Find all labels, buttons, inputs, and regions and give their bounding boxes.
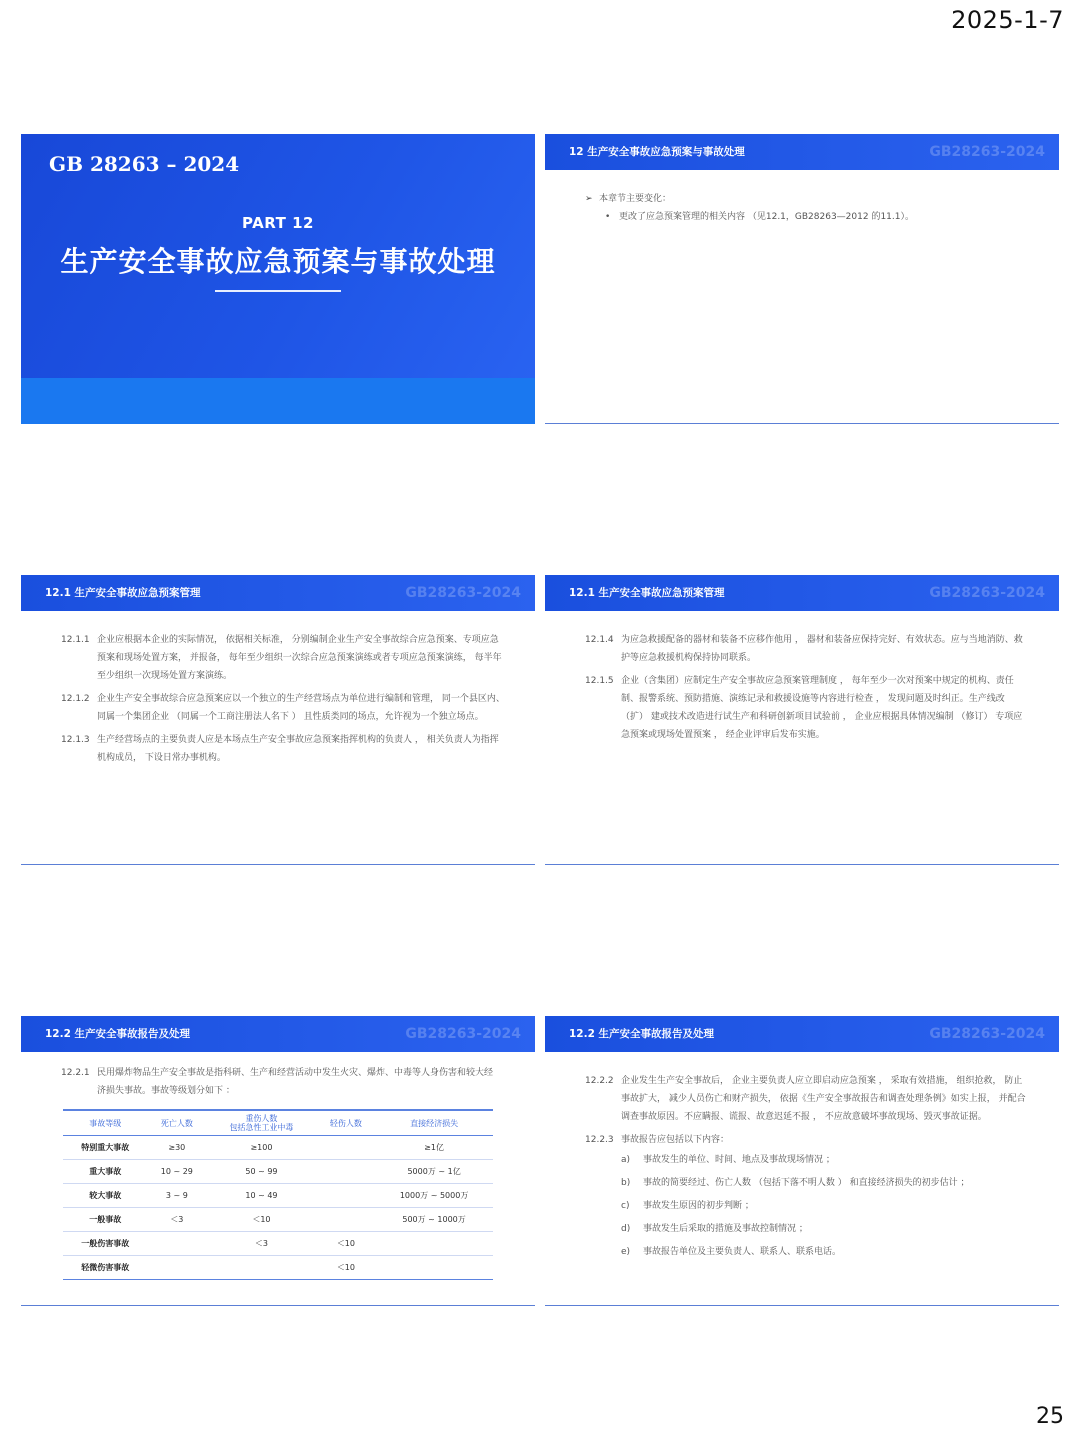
slide-chapter-changes	[545, 134, 1059, 424]
page-number: 25	[1036, 1404, 1064, 1429]
arrow-bullet-icon: ➢	[585, 194, 593, 204]
slide-accident-levels	[21, 1016, 535, 1306]
slide-header	[21, 1016, 535, 1052]
slide-header-code: GB28263-2024	[405, 1026, 521, 1042]
slide-header-code: GB28263-2024	[405, 585, 521, 601]
clause: 12.2.1 民用爆炸物品生产安全事故是指科研、生产和经营活动中发生火灾、爆炸、中毒等人身伤害和较大经济损失事故。事故等级划分如下 ：	[61, 1068, 494, 1096]
table-header-cell: 重伤人数 包括急性工业中毒	[206, 1110, 316, 1136]
cover-bottom-band	[21, 378, 535, 424]
slide-header-code: GB28263-2024	[929, 1026, 1045, 1042]
clause: 12.1.3 生产经营场点的主要负责人应是本场点生产安全事故应急预案指挥机构的负责人 ， 相关负责人为指挥机构成员， 下设日常办事机构。	[61, 735, 499, 763]
slide-header-title: 12 生产安全事故应急预案与事故处理	[569, 146, 745, 158]
slide-accident-report	[545, 1016, 1059, 1306]
table-row: 特别重大事故 ≥30 ≥100 ≥1亿	[63, 1136, 493, 1160]
table-row: 轻微伤害事故 ＜10	[63, 1256, 493, 1280]
slide-bottom-rule	[545, 1305, 1059, 1306]
slide-emergency-plan-1	[21, 575, 535, 865]
dot-bullet-icon: •	[605, 212, 611, 222]
cover-title: 生产安全事故应急预案与事故处理	[60, 245, 496, 278]
table-row: 一般伤害事故 ＜3 ＜10	[63, 1232, 493, 1256]
clause: 12.1.1 企业应根据本企业的实际情况， 依据相关标准， 分别编制企业生产安全事故综合应急预案、专项应急预案和现场处置方案， 并报备， 每年至少组织一次综合应急预案演练或者专项应急预案演练， 每半年至少组织一次现场处置方案演练。	[61, 635, 502, 681]
slide-header-title: 12.1 生产安全事故应急预案管理	[569, 587, 725, 599]
table-header-cell: 死亡人数	[147, 1110, 206, 1136]
list-item: b) 事故的简要经过、伤亡人数 （包括下落不明人数 ） 和直接经济损失的初步估计 ；	[621, 1178, 970, 1188]
slide-bottom-rule	[21, 864, 535, 865]
slide-header-code: GB28263-2024	[929, 585, 1045, 601]
changes-list	[585, 190, 1035, 226]
slide-bottom-rule	[545, 423, 1059, 424]
clauses	[585, 631, 1029, 749]
slide-bottom-rule	[21, 1305, 535, 1306]
clauses	[61, 631, 505, 772]
table-header-cell: 事故等级	[63, 1110, 147, 1136]
list-item: a) 事故发生的单位、时间、地点及事故现场情况 ；	[621, 1155, 835, 1165]
table-row: 重大事故 10 ~ 29 50 ~ 99 5000万 ~ 1亿	[63, 1160, 493, 1184]
clause: 12.1.4 为应急救援配备的器材和装备不应移作他用 ， 器材和装备应保持完好、有效状态。应与当地消防、救护等应急救援机构保持协同联系。	[585, 635, 1023, 663]
table-header-cell: 直接经济损失	[375, 1110, 493, 1136]
changes-heading: 本章节主要变化：	[599, 194, 672, 204]
slide-header-title: 12.2 生产安全事故报告及处理	[569, 1028, 715, 1040]
accident-level-table	[63, 1109, 493, 1280]
cover-slide	[21, 134, 535, 424]
slide-header	[545, 134, 1059, 170]
table-header-row	[63, 1110, 493, 1136]
clauses: 12.2.2 企业发生生产安全事故后， 企业主要负责人应立即启动应急预案 ， 采取有效措施， 组织抢救， 防止事故扩大， 减少人员伤亡和财产损失， 依据《生产安全事故报告和调查处理条例》如实上报， 并配合调查事故原因。不应瞒报、谎报、故意迟延不报 ， 不应故意破坏事故现场、毁灭事故证据。 12.2.3 事故报告应包括以下内容： a) 事故发生的单位、时间、地点及事故现场情况 ； b) 事故的简要经过、伤亡人数 （包括下落不明人数 ） 和直接经济损失的初步估计 ； c) 事故发生原因的初步判断 ； d) 事故发生后采取的措施及事故控制情况 ； e) 事故报告单位及主要负责人、联系人、联系电话。	[585, 1072, 1029, 1261]
list-item: e) 事故报告单位及主要负责人、联系人、联系电话。	[621, 1247, 842, 1257]
table-header-cell: 轻伤人数	[317, 1110, 375, 1136]
cover-part-label: PART 12	[242, 214, 314, 232]
cover-standard-code: GB 28263 – 2024	[49, 152, 240, 176]
slide-header	[21, 575, 535, 611]
slide-header	[545, 575, 1059, 611]
slide-emergency-plan-2	[545, 575, 1059, 865]
slide-bottom-rule	[545, 864, 1059, 865]
table-row: 一般事故 ＜3 ＜10 500万 ~ 1000万	[63, 1208, 493, 1232]
slide-header-title: 12.1 生产安全事故应急预案管理	[45, 587, 201, 599]
list-item: d) 事故发生后采取的措施及事故控制情况 ；	[621, 1224, 808, 1234]
changes-item: 更改了应急预案管理的相关内容 （见12.1，GB28263—2012 的11.1）。	[619, 212, 914, 222]
slide-header-code: GB28263-2024	[929, 144, 1045, 160]
slide-header	[545, 1016, 1059, 1052]
list-item: c) 事故发生原因的初步判断 ；	[621, 1201, 754, 1211]
clause: 12.1.2 企业生产安全事故综合应急预案应以一个独立的生产经营场点为单位进行编制和管理， 同一个县区内、同属一个集团企业 （同属一个工商注册法人名下 ） 且性质类同的场点，允许视为一个独立场点。	[61, 694, 505, 722]
clause: 12.1.5 企业（含集团）应制定生产安全事故应急预案管理制度 ， 每年至少一次对预案中规定的机构、责任制、报警系统、预防措施、演练记录和救援设施等内容进行检查 ， 发现问题及时纠正。生产线改 （扩） 建或技术改造进行试生产和科研创新项目试验前 ， 企业应根据具体情况编制 （修订） 专项应急预案或现场处置预案 ， 经企业评审后发布实施。	[585, 676, 1023, 740]
cover-title-underline	[215, 290, 341, 292]
page-date: 2025-1-7	[951, 6, 1064, 34]
slide-header-title: 12.2 生产安全事故报告及处理	[45, 1028, 191, 1040]
table-row: 较大事故 3 ~ 9 10 ~ 49 1000万 ~ 5000万	[63, 1184, 493, 1208]
